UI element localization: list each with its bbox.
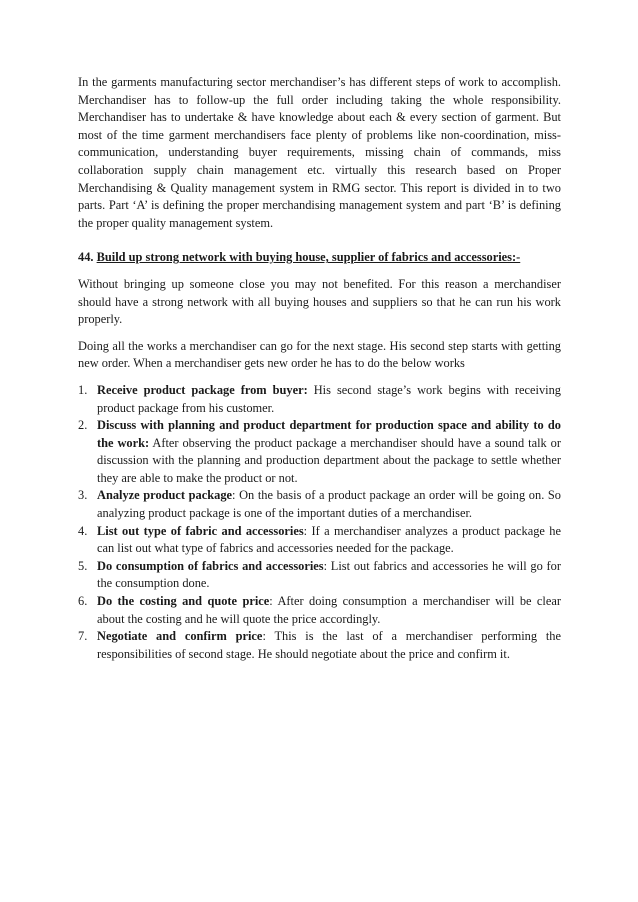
list-item <box>78 593 561 628</box>
list-item-number: 7. <box>78 629 88 644</box>
section-heading <box>78 249 561 267</box>
list-item-title: List out type of fabric and accessories <box>97 523 304 538</box>
list-item-number: 1. <box>78 382 88 397</box>
intro-paragraph: In the garments manufacturing sector merchandiser’s has different steps of work to accomplish. Merchandiser has to follow-up the full order including taking the whole responsibility. Merchandiser has to undertake & have knowledge about each & every section of garment. But most of the time garment merchandisers face plenty of problems like non-coordination, miss-communication, understanding buyer requirements, missing chain of commands, miss collaboration supply chain management etc. virtually this research based on Proper Merchandising & Quality management system in RMG sector. This report is divided in to two parts. Part ‘A’ is defining the proper merchandising management system and part ‘B’ is defining the proper quality management system. <box>78 75 561 230</box>
list-item-number: 3. <box>78 488 88 503</box>
list-item-text: His second stage’s work begins with receiving product package from his customer. <box>97 382 561 415</box>
list-item-title: Discuss with planning and product department for production space and ability to do the work: <box>97 418 561 450</box>
steps-list <box>78 382 561 664</box>
list-item-text: After observing the product package a merchandiser should have a sound talk or discussion with the planning and production department about the package to settle whether they are able to make the product or not. <box>97 435 561 485</box>
list-item-text: : List out fabrics and accessories he will go for the consumption done. <box>97 558 561 591</box>
list-item-number: 6. <box>78 594 88 609</box>
body-paragraph-2: Doing all the works a merchandiser can go for the next stage. His second step starts with getting new order. When a merchandiser gets new order he has to do the below works <box>78 338 561 371</box>
list-item-title: Analyze product package <box>97 488 233 503</box>
list-item <box>78 628 561 663</box>
section-number: 44. <box>78 250 94 265</box>
list-item-text: : If a merchandiser analyzes a product package he can list out what type of fabrics and accessories needed for the package. <box>97 523 561 556</box>
list-item-number: 5. <box>78 558 88 573</box>
list-item <box>78 417 561 487</box>
list-item <box>78 558 561 593</box>
list-item-title: Receive product package from buyer: <box>97 382 308 397</box>
list-item-text: : After doing consumption a merchandiser will be clear about the costing and he will quote the price accordingly. <box>97 594 561 626</box>
list-item-number: 4. <box>78 523 88 538</box>
list-item-title: Negotiate and confirm price <box>97 629 263 644</box>
list-item-title: Do consumption of fabrics and accessories <box>97 558 324 573</box>
list-item <box>78 487 561 522</box>
list-item-title: Do the costing and quote price <box>97 594 270 609</box>
list-item-text: : On the basis of a product package an order will be going on. So analyzing product package is one of the important duties of a merchandiser. <box>97 488 561 521</box>
list-item <box>78 382 561 417</box>
section-title: Build up strong network with buying house, supplier of fabrics and accessories:- <box>96 250 521 265</box>
list-item-text: : This is the last of a merchandiser performing the responsibilities of second stage. He should negotiate about the price and confirm it. <box>97 629 561 661</box>
body-paragraph-1: Without bringing up someone close you may not benefited. For this reason a merchandiser should have a strong network with all buying houses and suppliers so that he can run his work properly. <box>78 276 561 327</box>
list-item <box>78 523 561 558</box>
document-page <box>78 74 561 663</box>
list-item-number: 2. <box>78 418 88 433</box>
